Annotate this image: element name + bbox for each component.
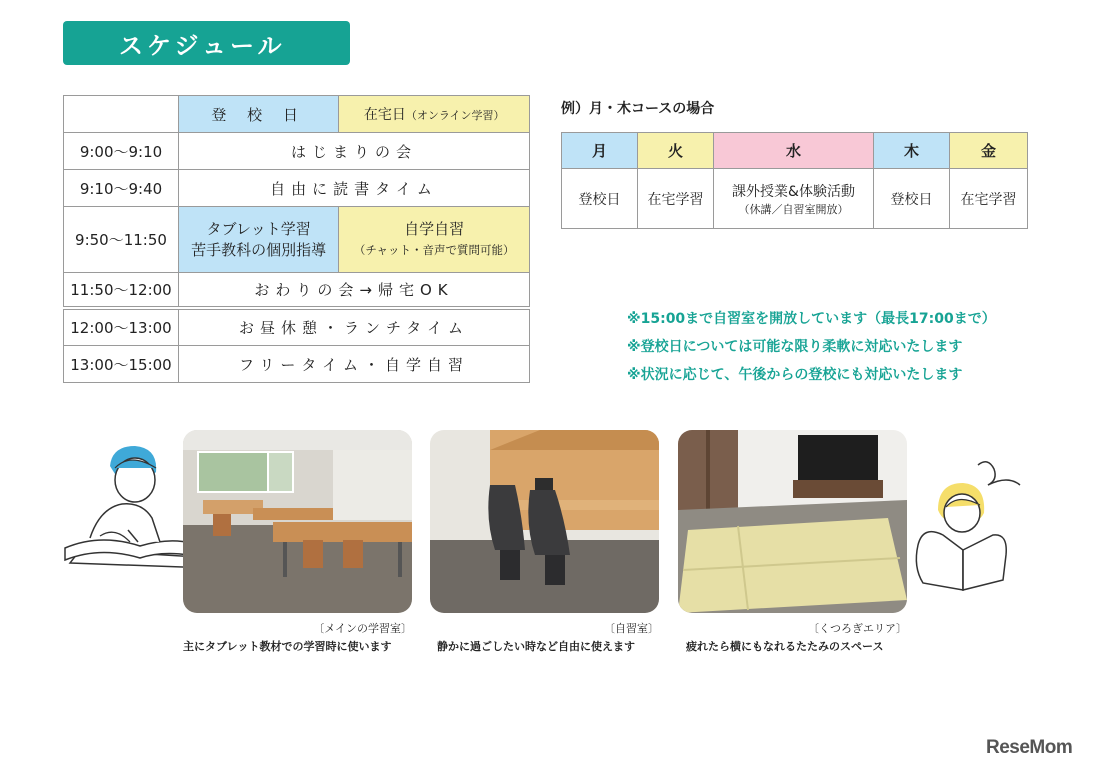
table-row <box>64 273 530 308</box>
day-thu: 木 <box>874 133 950 169</box>
time-cell: 9:10〜9:40 <box>64 170 179 207</box>
home-activity-line1: 自学自習 <box>404 219 465 238</box>
activity-cell: 自由に読書タイム <box>179 170 530 207</box>
example-title: 例）月・木コースの場合 <box>561 101 715 117</box>
school-activity-line2: 苦手教科の個別指導 <box>191 240 327 259</box>
wed-note: （休講／自習室開放） <box>738 202 849 216</box>
time-cell: 12:00〜13:00 <box>64 308 179 346</box>
wed-value <box>714 169 874 229</box>
table-row <box>64 170 530 207</box>
resemom-logo: ReseMom <box>986 737 1073 758</box>
tue-value: 在宅学習 <box>638 169 714 229</box>
time-cell: 13:00〜15:00 <box>64 346 179 383</box>
schedule-header-empty <box>64 96 179 133</box>
school-activity-cell <box>179 207 339 273</box>
self-study-room-photo <box>430 430 659 613</box>
caption-text: 主にタブレット教材での学習時に使います <box>183 640 392 653</box>
caption-relax-area <box>686 620 907 656</box>
table-row <box>64 346 530 383</box>
time-cell: 9:00〜9:10 <box>64 133 179 170</box>
caption-text: 疲れたら横にもなれるたたみのスペース <box>686 640 884 653</box>
table-row <box>64 207 530 273</box>
table-row <box>64 133 530 170</box>
main-study-room-photo <box>183 430 412 613</box>
caption-main-room <box>183 620 412 656</box>
school-activity-line1: タブレット学習 <box>206 219 311 238</box>
time-cell: 9:50〜11:50 <box>64 207 179 273</box>
time-cell: 11:50〜12:00 <box>64 273 179 308</box>
girl-reading-illustration <box>908 455 1028 595</box>
activity-cell: フリータイム・自学自習 <box>179 346 530 383</box>
day-mon: 月 <box>562 133 638 169</box>
caption-tag: 〔自習室〕 <box>604 622 659 635</box>
home-day-header <box>339 96 530 133</box>
activity-cell: はじまりの会 <box>179 133 530 170</box>
note-line: ※登校日については可能な限り柔軟に対応いたします <box>627 339 963 355</box>
table-row <box>64 308 530 346</box>
home-activity-line2: （チャット・音声で質問可能） <box>353 242 515 257</box>
home-activity-cell <box>339 207 530 273</box>
note-line: ※状況に応じて、午後からの登校にも対応いたします <box>627 367 963 383</box>
fri-value: 在宅学習 <box>950 169 1028 229</box>
caption-self-study <box>437 620 659 656</box>
caption-tag: 〔くつろぎエリア〕 <box>808 622 907 635</box>
activity-cell: おわりの会→帰宅OK <box>179 273 530 308</box>
relaxation-area-photo <box>678 430 907 613</box>
home-day-label: 在宅日 <box>363 107 406 123</box>
caption-tag: 〔メインの学習室〕 <box>313 622 412 635</box>
day-fri: 金 <box>950 133 1028 169</box>
day-tue: 火 <box>638 133 714 169</box>
note-line: ※15:00まで自習室を開放しています（最長17:00まで） <box>627 311 996 327</box>
day-wed: 水 <box>714 133 874 169</box>
thu-value: 登校日 <box>874 169 950 229</box>
school-day-header: 登 校 日 <box>179 96 339 133</box>
caption-text: 静かに過ごしたい時など自由に使えます <box>437 640 635 653</box>
activity-cell: お昼休憩・ランチタイム <box>179 308 530 346</box>
notes <box>627 305 996 389</box>
wed-main: 課外授業&体験活動 <box>732 183 855 200</box>
page-title: スケジュール <box>63 21 350 65</box>
mon-value: 登校日 <box>562 169 638 229</box>
home-day-note: （オンライン学習） <box>405 109 505 122</box>
example-week-table <box>561 132 1028 229</box>
schedule-table <box>63 95 530 383</box>
